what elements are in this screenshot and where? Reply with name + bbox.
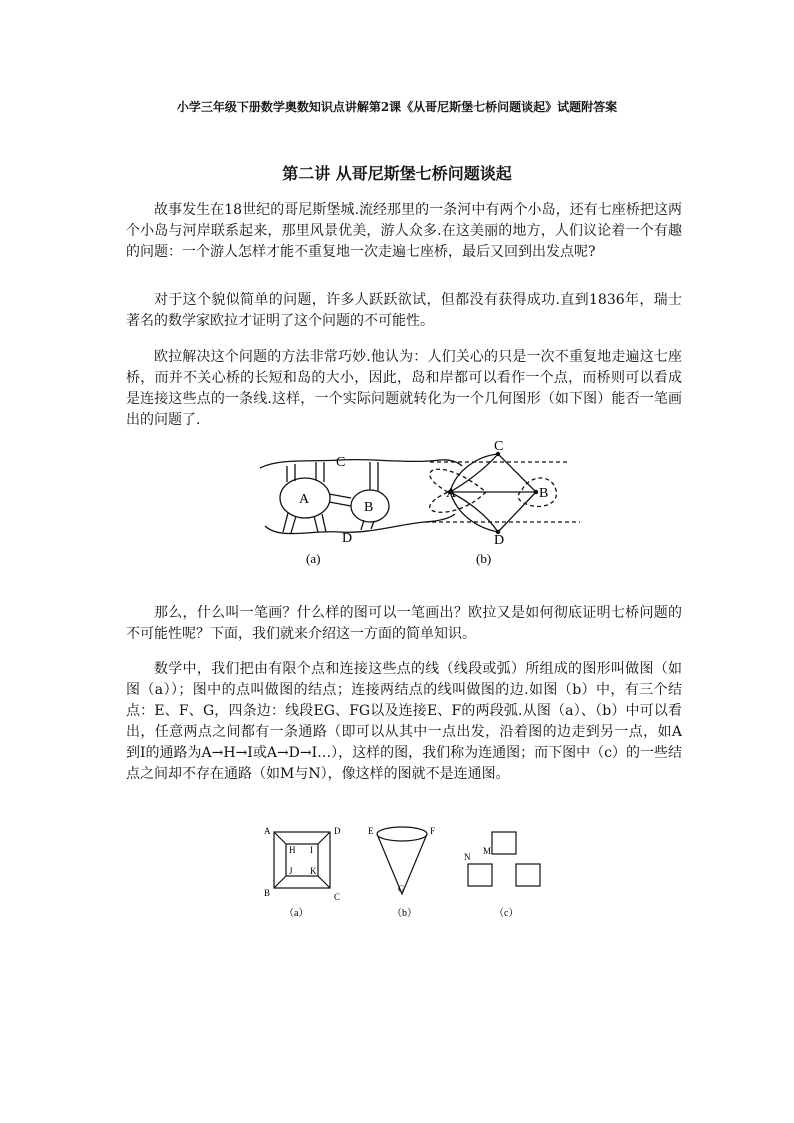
bridge-2 bbox=[316, 462, 324, 482]
cone-caption: （b） bbox=[392, 908, 417, 919]
square-diagonal-links bbox=[274, 832, 330, 888]
disconnected-caption: （c） bbox=[494, 908, 519, 919]
map-label-d: D bbox=[342, 531, 353, 546]
figure-graph-examples bbox=[262, 820, 552, 925]
graph-edge-ad-1 bbox=[450, 492, 498, 532]
paragraph-graph-definition: 数学中，我们把由有限个点和连接这些点的线（线段或弧）所组成的图形叫做图（如图（a））；图中的点叫做图的结点；连接两结点的线叫做图的边.如图（b）中，有三个结点：E、F、G，四条边：线段EG、FG以及连接E、F的两段弧.从图（a）、（b）中可以看出，任意两点之间都有一条通路（即可以从其中一点出发，沿着图的边走到另一点，如A到I的通路为A→H→I或A→D→I…），这样的图，我们称为连通图；而下图中（c）的一些结点之间却不存在通路（如M与N），像这样的图就不是连通图。 bbox=[126, 661, 683, 782]
cone-label-e: E bbox=[368, 826, 374, 836]
bridge-3 bbox=[370, 462, 378, 491]
map-label-b: B bbox=[364, 500, 374, 515]
caption-a: (a) bbox=[306, 551, 321, 566]
graph-edge-db bbox=[498, 492, 536, 532]
graph-label-a: A bbox=[446, 486, 457, 501]
graph-node-b bbox=[534, 490, 538, 494]
disconnected-box-left bbox=[468, 864, 492, 886]
square-label-i: I bbox=[310, 845, 313, 855]
square-graph bbox=[274, 832, 330, 888]
cone-label-g: G bbox=[398, 884, 405, 894]
disconnected-box-right bbox=[516, 864, 540, 886]
bridge-1 bbox=[287, 464, 295, 482]
graph-label-c: C bbox=[494, 439, 504, 454]
graph-edge-ad-2 bbox=[450, 492, 498, 532]
cone-label-f: F bbox=[430, 826, 436, 836]
disconnected-graph bbox=[468, 832, 540, 886]
square-label-h: H bbox=[289, 845, 296, 855]
graph-edge-ac-1 bbox=[450, 454, 498, 492]
river-bank-top bbox=[260, 460, 462, 468]
disconnected-box-top bbox=[492, 832, 516, 854]
square-label-b: B bbox=[264, 888, 271, 898]
disconnected-label-m: M bbox=[483, 846, 492, 856]
graph-edge-cb bbox=[498, 454, 536, 492]
graph-edge-ac-2 bbox=[450, 454, 498, 492]
map-label-c: C bbox=[336, 455, 346, 470]
paragraph-story: 故事发生在18世纪的哥尼斯堡城.流经那里的一条河中有两个小岛，还有七座桥把这两个小岛与河岸联系起来，那里风景优美，游人众多.在这美丽的地方，人们议论着一个有趣的问题：一个游人怎样才能不重复地一次走遍七座桥，最后又回到出发点呢? bbox=[126, 202, 682, 260]
paragraph-euler-proof: 对于这个貌似简单的问题，许多人跃跃欲试，但都没有获得成功.直到1836年，瑞士著名的数学家欧拉才证明了这个问题的不可能性。 bbox=[126, 292, 682, 329]
figure-konigsberg bbox=[250, 440, 580, 575]
graph-label-b: B bbox=[539, 486, 549, 501]
cone-top-ellipse bbox=[377, 827, 427, 841]
square-label-a: A bbox=[264, 826, 271, 836]
graph-label-d: D bbox=[494, 533, 505, 548]
document-header-title: 小学三年级下册数学奥数知识点讲解第2课《从哥尼斯堡七桥问题谈起》试题附答案 bbox=[176, 100, 618, 114]
paragraph-euler-method: 欧拉解决这个问题的方法非常巧妙.他认为：人们关心的只是一次不重复地走遍这七座桥，而并不关心桥的长短和岛的大小，因此，岛和岸都可以看作一个点，而桥则可以看成是连接这些点的一条线.这样，一个实际问题就转化为一个几何图形（如下图）能否一笔画出的问题了. bbox=[126, 349, 682, 428]
square-caption: （a） bbox=[284, 908, 309, 919]
paragraph-one-stroke-intro: 那么，什么叫一笔画？什么样的图可以一笔画出？欧拉又是如何彻底证明七桥问题的不可能性呢？下面，我们就来介绍这一方面的简单知识。 bbox=[126, 605, 682, 642]
square-label-j: J bbox=[289, 866, 293, 876]
square-label-c: C bbox=[334, 892, 341, 902]
disconnected-label-n: N bbox=[464, 852, 471, 862]
bridge-4 bbox=[329, 494, 351, 506]
lecture-title: 第二讲 从哥尼斯堡七桥问题谈起 bbox=[282, 164, 512, 183]
map-label-a: A bbox=[299, 492, 310, 507]
square-label-k: K bbox=[310, 866, 317, 876]
square-label-d: D bbox=[334, 826, 341, 836]
caption-b: (b) bbox=[476, 551, 492, 566]
